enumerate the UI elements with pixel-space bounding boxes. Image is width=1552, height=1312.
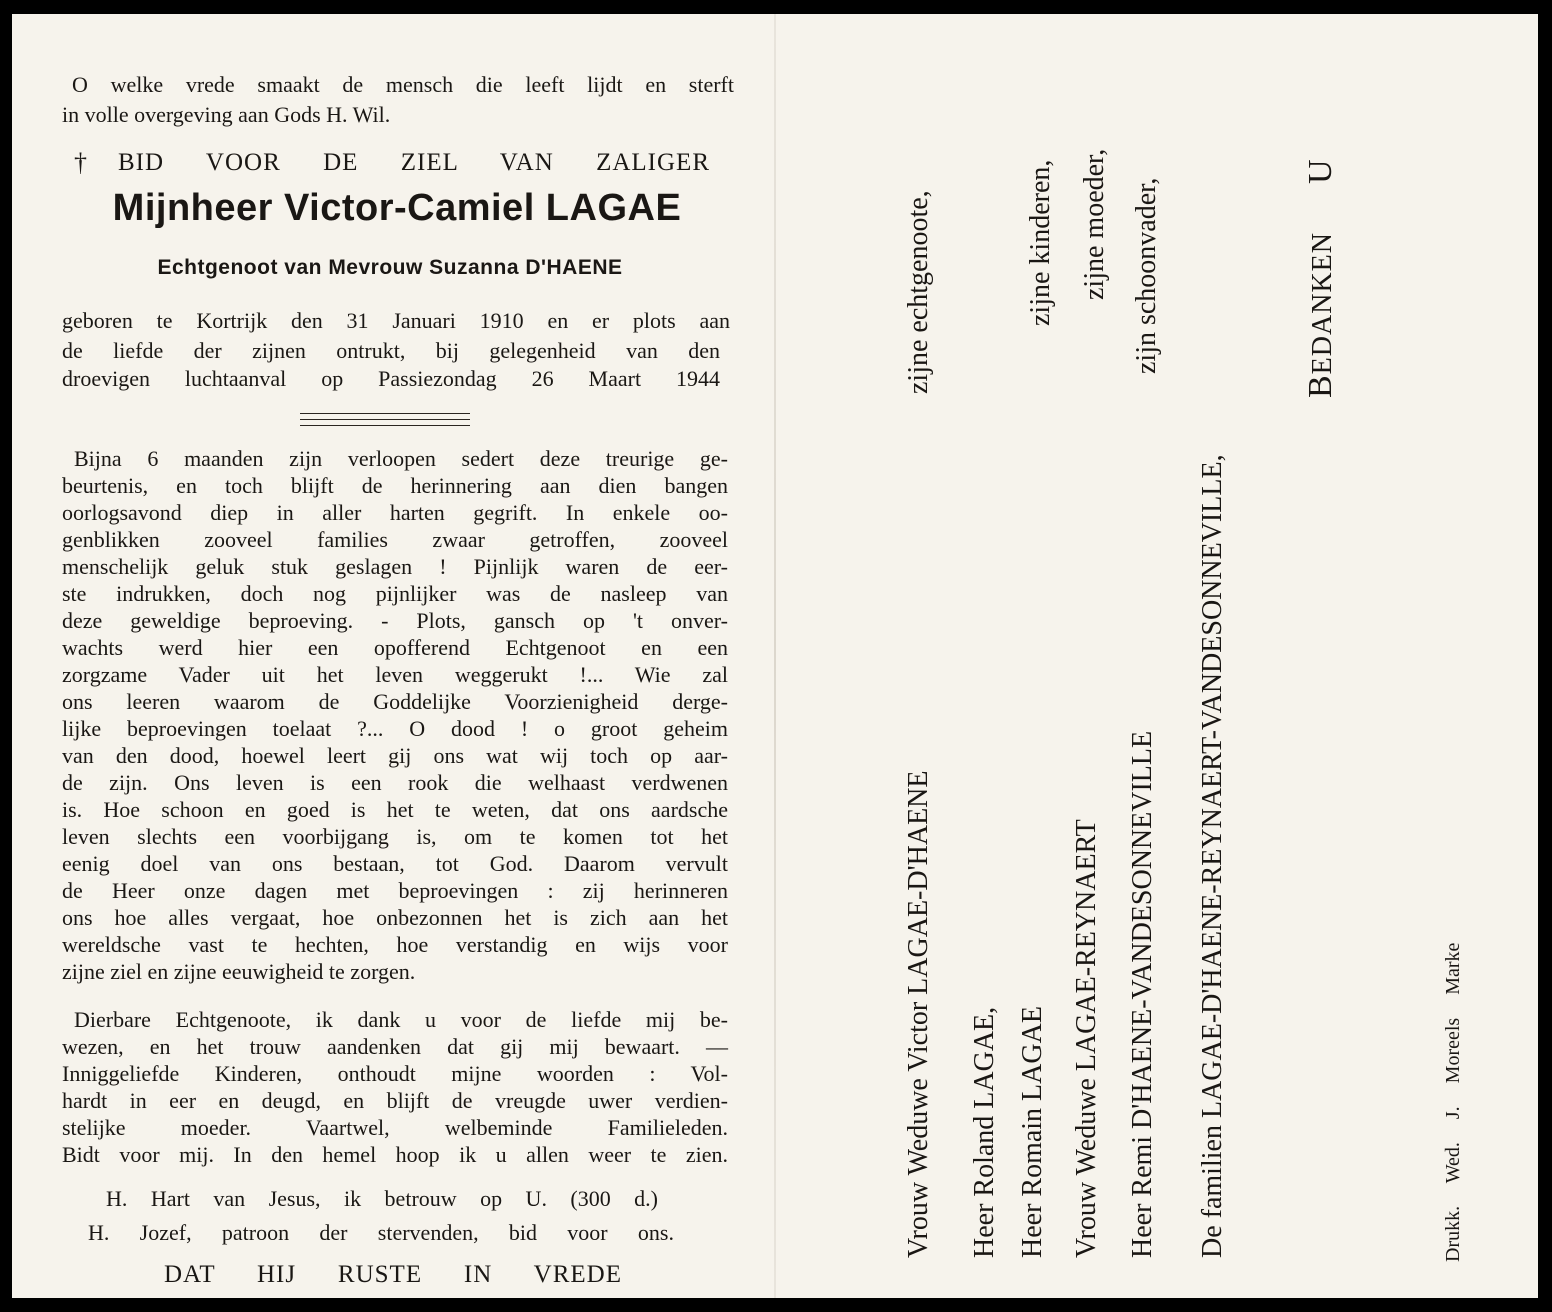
family-relation-5: zijn schoonvader, [1131, 177, 1162, 374]
motto-line-2: in volle overgeving aan Gods H. Wil. [62, 102, 391, 127]
farewell-line: Bidt voor mij. In den hemel hoop ik u allen weer te zien. [62, 1142, 728, 1167]
memorial-card [12, 14, 1538, 1298]
body-line: de Heer onze dagen met beproevingen : zij herinneren [62, 878, 728, 903]
body-line: zijne ziel en zijne eeuwigheid te zorgen. [62, 959, 416, 984]
body-line: beurtenis, en toch blijft de herinnering aan dien bangen [62, 473, 728, 498]
body-line: van den dood, hoewel leert gij ons wat wij toch op aar- [62, 743, 728, 768]
farewell-line: wezen, en het trouw aandenken dat gij mij bewaart. — [62, 1034, 728, 1059]
body-line: lijke beproevingen toelaat ?... O dood ! o groot geheim [62, 716, 728, 741]
pray-heading: BID VOOR DE ZIEL VAN ZALIGER [118, 149, 710, 176]
family-names-2: Heer Roland LAGAE, [969, 1006, 1000, 1258]
family-names-4: Vrouw Weduwe LAGAE-REYNAERT [1071, 819, 1102, 1258]
divider-rule [300, 419, 470, 420]
farewell-line: hardt in eer en deugd, en blijft de vreugde uwer verdien- [62, 1088, 728, 1113]
body-line: zorgzame Vader uit het leven weggerukt !... Wie zal [62, 662, 728, 687]
thanks-rest: EDANKEN [1307, 232, 1338, 375]
body-line: Bijna 6 maanden zijn verloopen sedert deze treurige ge- [74, 446, 728, 471]
thanks-u [1304, 159, 1340, 184]
divider-rule [300, 425, 470, 426]
prayer-line-2: H. Jozef, patroon der stervenden, bid voor ons. [88, 1220, 674, 1245]
right-panel [776, 14, 1538, 1298]
family-relation-1: zijne echtgenoote, [903, 190, 934, 394]
prayer-line-1: H. Hart van Jesus, ik betrouw op U. (300 d.) [106, 1186, 658, 1211]
thanks-u-letter: U [1302, 159, 1339, 184]
family-names-6: De familien LAGAE-D'HAENE-REYNAERT-VANDESONNEVILLE, [1197, 454, 1228, 1258]
body-line: ons hoe alles vergaat, hoe onbezonnen het is zich aan het [62, 905, 728, 930]
deceased-name: Mijnheer Victor-Camiel LAGAE [112, 187, 682, 229]
body-line: ons leeren waarom de Goddelijke Voorzienigheid derge- [62, 689, 728, 714]
family-names-3: Heer Romain LAGAE [1017, 1006, 1048, 1258]
birth-line-2: de liefde der zijnen ontrukt, bij gelegenheid van den [62, 338, 720, 363]
family-relation-3: zijne kinderen, [1025, 159, 1056, 326]
body-line: wachts werd hier een opofferend Echtgenoot en een [62, 635, 728, 660]
cross-icon: † [74, 148, 87, 177]
farewell-line: Dierbare Echtgenoote, ik dank u voor de liefde mij be- [74, 1007, 728, 1032]
body-line: is. Hoe schoon en goed is het te weten, dat ons aardsche [62, 797, 728, 822]
rest-in-peace: DAT HIJ RUSTE IN VREDE [164, 1261, 622, 1288]
family-relation-4: zijne moeder, [1079, 148, 1110, 300]
body-line: leven slechts een voorbijgang is, om te komen tot het [62, 824, 728, 849]
body-line: menschelijk geluk stuk geslagen ! Pijnlijk waren de eer- [62, 554, 728, 579]
body-line: eenig doel van ons bestaan, tot God. Daarom vervult [62, 851, 728, 876]
divider-rule [300, 413, 470, 414]
body-line: deze geweldige beproeving. - Plots, gansch op 't onver- [62, 608, 728, 633]
body-line: ste indrukken, doch nog pijnlijker was de nasleep van [62, 581, 728, 606]
family-names-1: Vrouw Weduwe Victor LAGAE-D'HAENE [903, 770, 934, 1258]
body-line: wereldsche vast te hechten, hoe verstandig en wijs voor [62, 932, 728, 957]
spouse-line: Echtgenoot van Mevrouw Suzanna D'HAENE [157, 256, 623, 279]
body-line: oorlogsavond diep in aller harten gegrift. In enkele oo- [62, 500, 728, 525]
thanks-initial: B [1302, 374, 1339, 398]
birth-line-1: geboren te Kortrijk den 31 Januari 1910 en er plots aan [62, 308, 730, 333]
family-names-5: Heer Remi D'HAENE-VANDESONNEVILLE [1127, 730, 1158, 1258]
motto-line-1: O welke vrede smaakt de mensch die leeft lijdt en sterft [72, 72, 734, 97]
thanks-label [1304, 232, 1340, 398]
printer-credit: Drukk. Wed. J. Moreels Marke [1442, 942, 1464, 1262]
farewell-line: Inniggeliefde Kinderen, onthoudt mijne woorden : Vol- [62, 1061, 728, 1086]
left-panel [12, 14, 772, 1298]
body-line: genblikken zooveel families zwaar getroffen, zooveel [62, 527, 728, 552]
farewell-line: stelijke moeder. Vaartwel, welbeminde Familieleden. [62, 1115, 728, 1140]
birth-line-3: droevigen luchtaanval op Passiezondag 26 Maart 1944 [62, 366, 720, 391]
body-line: de zijn. Ons leven is een rook die welhaast verdwenen [62, 770, 728, 795]
